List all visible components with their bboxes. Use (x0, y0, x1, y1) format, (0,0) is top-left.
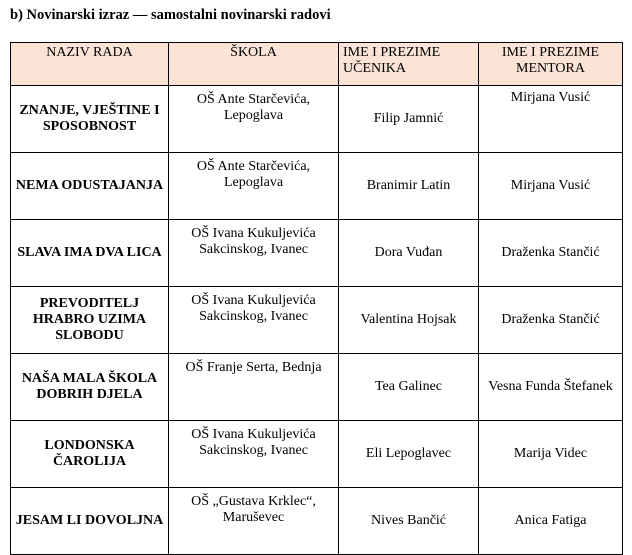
section-heading: b) Novinarski izraz — samostalni novinarski radovi (10, 7, 331, 23)
school-name: OŠ Ivana Kukuljevića Sakcinskog, Ivanec (169, 421, 339, 488)
school-name: OŠ Ante Starčevića, Lepoglava (169, 153, 339, 220)
mentor-name: Anica Fatiga (479, 488, 623, 555)
work-title: LONDONSKA ČAROLIJA (11, 421, 169, 488)
school-name: OŠ Ante Starčevića, Lepoglava (169, 86, 339, 153)
student-name: Filip Jamnić (339, 86, 479, 153)
table-row (11, 153, 623, 220)
school-name: OŠ Ivana Kukuljevića Sakcinskog, Ivanec (169, 287, 339, 354)
header-row (11, 43, 623, 86)
mentor-name: Draženka Stančić (479, 287, 623, 354)
table-row (11, 86, 623, 153)
work-title: NEMA ODUSTAJANJA (11, 153, 169, 220)
table-row (11, 421, 623, 488)
mentor-name: Mirjana Vusić (479, 153, 623, 220)
school-name: OŠ Ivana Kukuljevića Sakcinskog, Ivanec (169, 220, 339, 287)
column-header-title: NAZIV RADA (11, 43, 169, 86)
student-name: Tea Galinec (339, 354, 479, 421)
table-row (11, 354, 623, 421)
work-title: ZNANJE, VJEŠTINE I SPOSOBNOST (11, 86, 169, 153)
table-row (11, 220, 623, 287)
column-header-mentor: IME I PREZIME MENTORA (479, 43, 623, 86)
school-name: OŠ „Gustava Krklec“, Maruševec (169, 488, 339, 555)
table-row (11, 287, 623, 354)
student-name: Valentina Hojsak (339, 287, 479, 354)
table-header (11, 43, 623, 86)
school-name: OŠ Franje Serta, Bednja (169, 354, 339, 421)
column-header-student: IME I PREZIME UČENIKA (339, 43, 479, 86)
mentor-name: Vesna Funda Štefanek (479, 354, 623, 421)
mentor-name: Draženka Stančić (479, 220, 623, 287)
results-table (10, 42, 623, 555)
student-name: Branimir Latin (339, 153, 479, 220)
mentor-name: Mirjana Vusić (479, 86, 623, 153)
student-name: Dora Vuđan (339, 220, 479, 287)
work-title: NAŠA MALA ŠKOLA DOBRIH DJELA (11, 354, 169, 421)
table-row (11, 488, 623, 555)
column-header-school: ŠKOLA (169, 43, 339, 86)
mentor-name: Marija Videc (479, 421, 623, 488)
work-title: JESAM LI DOVOLJNA (11, 488, 169, 555)
student-name: Nives Bančić (339, 488, 479, 555)
student-name: Eli Lepoglavec (339, 421, 479, 488)
work-title: SLAVA IMA DVA LICA (11, 220, 169, 287)
work-title: PREVODITELJ HRABRO UZIMA SLOBODU (11, 287, 169, 354)
